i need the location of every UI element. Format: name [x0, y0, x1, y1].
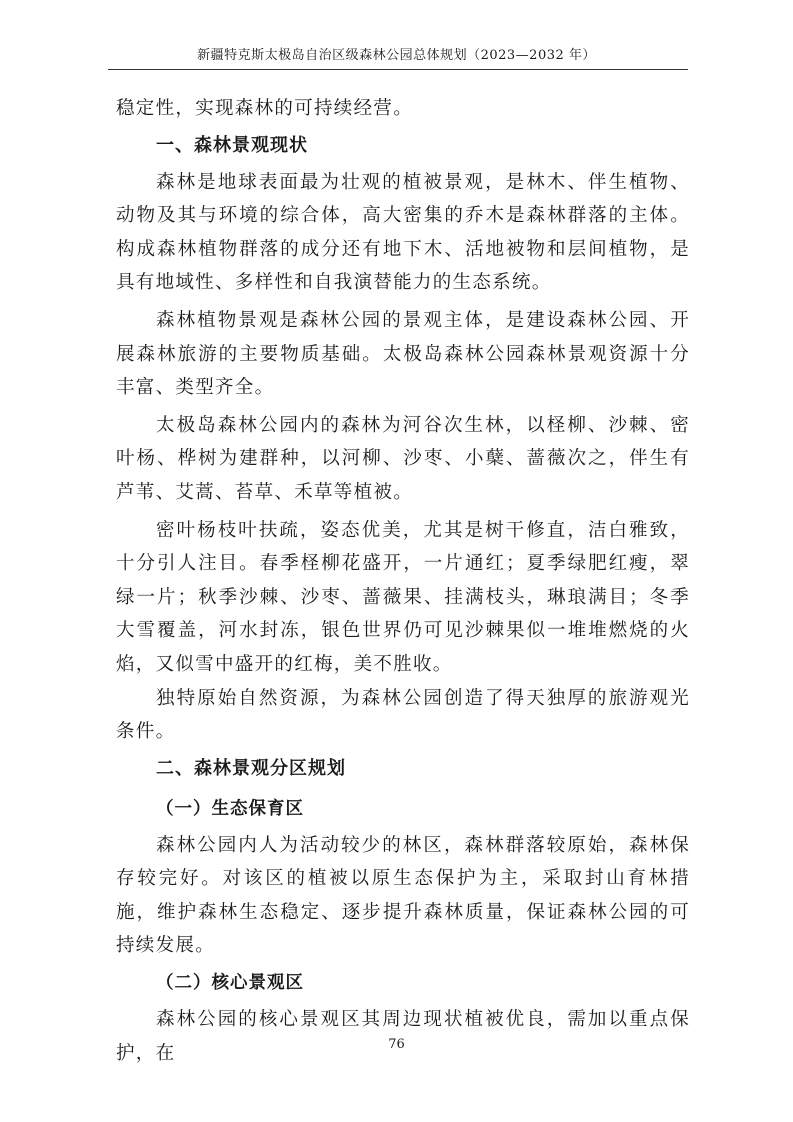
subsection-heading-core-landscape: （二）核心景观区 [156, 973, 304, 994]
body-paragraph: 密叶杨枝叶扶疏，姿态优美，尤其是树干修直，洁白雅致，十分引人注目。春季柽柳花盛开，一片通红；夏季绿肥红瘦，翠绿一片；秋季沙棘、沙枣、蔷薇果、挂满枝头，琳琅满目；冬季大雪覆盖，河水封冻，银色世界仍可见沙棘果似一堆堆燃烧的火焰，又似雪中盛开的红梅，美不胜收。 [116, 519, 690, 675]
page-number: 76 [388, 1037, 405, 1052]
body-paragraph: 太极岛森林公园内的森林为河谷次生林，以柽柳、沙棘、密叶杨、桦树为建群种，以河柳、沙枣、小蘖、蔷薇次之，伴生有芦苇、艾蒿、苔草、禾草等植被。 [116, 414, 690, 503]
body-paragraph: 森林是地球表面最为壮观的植被景观，是林木、伴生植物、动物及其与环境的综合体，高大密集的乔木是森林群落的主体。构成森林植物群落的成分还有地下木、活地被物和层间植物，是具有地域性、多样性和自我演替能力的生态系统。 [116, 171, 690, 294]
intro-continuation: 稳定性，实现森林的可持续经营。 [116, 98, 414, 119]
section-heading-landscape-status: 一、森林景观现状 [156, 134, 308, 156]
section-heading-zoning-plan: 二、森林景观分区规划 [156, 757, 346, 779]
body-paragraph: 森林植物景观是森林公园的景观主体，是建设森林公园、开展森林旅游的主要物质基础。太极岛森林公园森林景观资源十分丰富、类型齐全。 [116, 309, 690, 399]
subsection-heading-conservation: （一）生态保育区 [156, 798, 304, 819]
body-paragraph: 独特原始自然资源，为森林公园创造了得天独厚的旅游观光条件。 [116, 687, 690, 743]
running-header: 新疆特克斯太极岛自治区级森林公园总体规划（2023—2032 年） [197, 48, 596, 63]
body-paragraph: 森林公园内人为活动较少的林区，森林群落较原始，森林保存较完好。对该区的植被以原生态保护为主，采取封山育林措施，维护森林生态稳定、逐步提升森林质量，保证森林公园的可持续发展。 [116, 834, 690, 957]
body-paragraph: 森林公园的核心景观区其周边现状植被优良，需加以重点保护，在 [116, 1009, 690, 1064]
page-body [116, 92, 690, 1070]
header-divider [108, 69, 688, 70]
